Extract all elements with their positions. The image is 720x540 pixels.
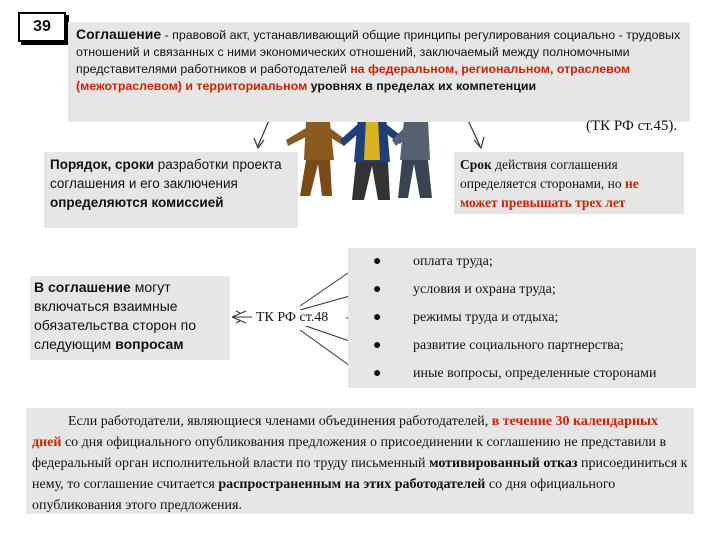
procedure-bold-start: Порядок, сроки bbox=[50, 157, 155, 172]
list-item: ● иные вопросы, определенные сторонами bbox=[348, 362, 696, 386]
term-text: действия соглашения определяется сторонами, но bbox=[460, 157, 626, 191]
procedure-box bbox=[44, 152, 298, 228]
term-box bbox=[454, 152, 684, 214]
bullet-icon: ● bbox=[373, 282, 382, 297]
paragraph-extended: распространенным на этих работодателей bbox=[218, 477, 486, 492]
reference-article-48: ТК РФ ст.48 bbox=[256, 310, 329, 325]
definition-text: - правовой акт, устанавливающий общие принципы регулирования социально - трудовых отношений и связанных с ними экономических отношений, заключаемый между полномочными представителями работников и работодателей bbox=[76, 28, 681, 76]
procedure-text: разработки проекта соглашения и его заключения bbox=[50, 157, 282, 191]
bullet-icon: ● bbox=[373, 254, 382, 269]
definition-competence: уровнях в пределах их компетенции bbox=[307, 79, 537, 93]
bullet-icon: ● bbox=[373, 310, 382, 325]
term-bold: Срок bbox=[460, 157, 492, 172]
paragraph-deadline: в течение 30 календарных дней bbox=[32, 414, 658, 450]
accession-paragraph: Если работодатели, являющиеся членами объединения работодателей, в течение 30 календарных дней со дня официального опубликования предложения о присоединении к соглашению не представили в федеральный орган исполнительной власти по труду письменный мотивированный отказ присоединиться к нему, то соглашение считается распространенным на этих работодателей со дня официального опубликования этого предложения. bbox=[26, 408, 694, 514]
issues-list bbox=[348, 248, 696, 388]
list-item: ● режимы труда и отдыха; bbox=[348, 306, 696, 330]
slide-number: 39 bbox=[18, 12, 66, 42]
bullet-icon: ● bbox=[373, 338, 382, 353]
list-item: ● условия и охрана труда; bbox=[348, 278, 696, 302]
definition-term: Соглашение bbox=[76, 26, 162, 42]
reference-article-45: (ТК РФ ст.45). bbox=[586, 118, 678, 134]
issues-bold-end: вопросам bbox=[115, 336, 184, 352]
paragraph-refusal: мотивированный отказ bbox=[428, 456, 578, 471]
definition-levels: на федеральном, региональном, отраслевом (межотраслевом) и территориальном bbox=[76, 62, 631, 93]
procedure-bold-end: определяются комиссией bbox=[50, 195, 224, 210]
issues-text: могут включаться взаимные обязательства сторон по следующим bbox=[34, 279, 196, 352]
issues-box bbox=[30, 276, 230, 360]
definition-box bbox=[68, 22, 690, 122]
issues-bold-start: В соглашение bbox=[34, 279, 131, 295]
list-item: ● оплата труда; bbox=[348, 250, 696, 274]
term-limit: не может превышать трех лет bbox=[460, 176, 639, 210]
list-item: ● развитие социального партнерства; bbox=[348, 334, 696, 358]
bullet-icon: ● bbox=[373, 366, 382, 381]
